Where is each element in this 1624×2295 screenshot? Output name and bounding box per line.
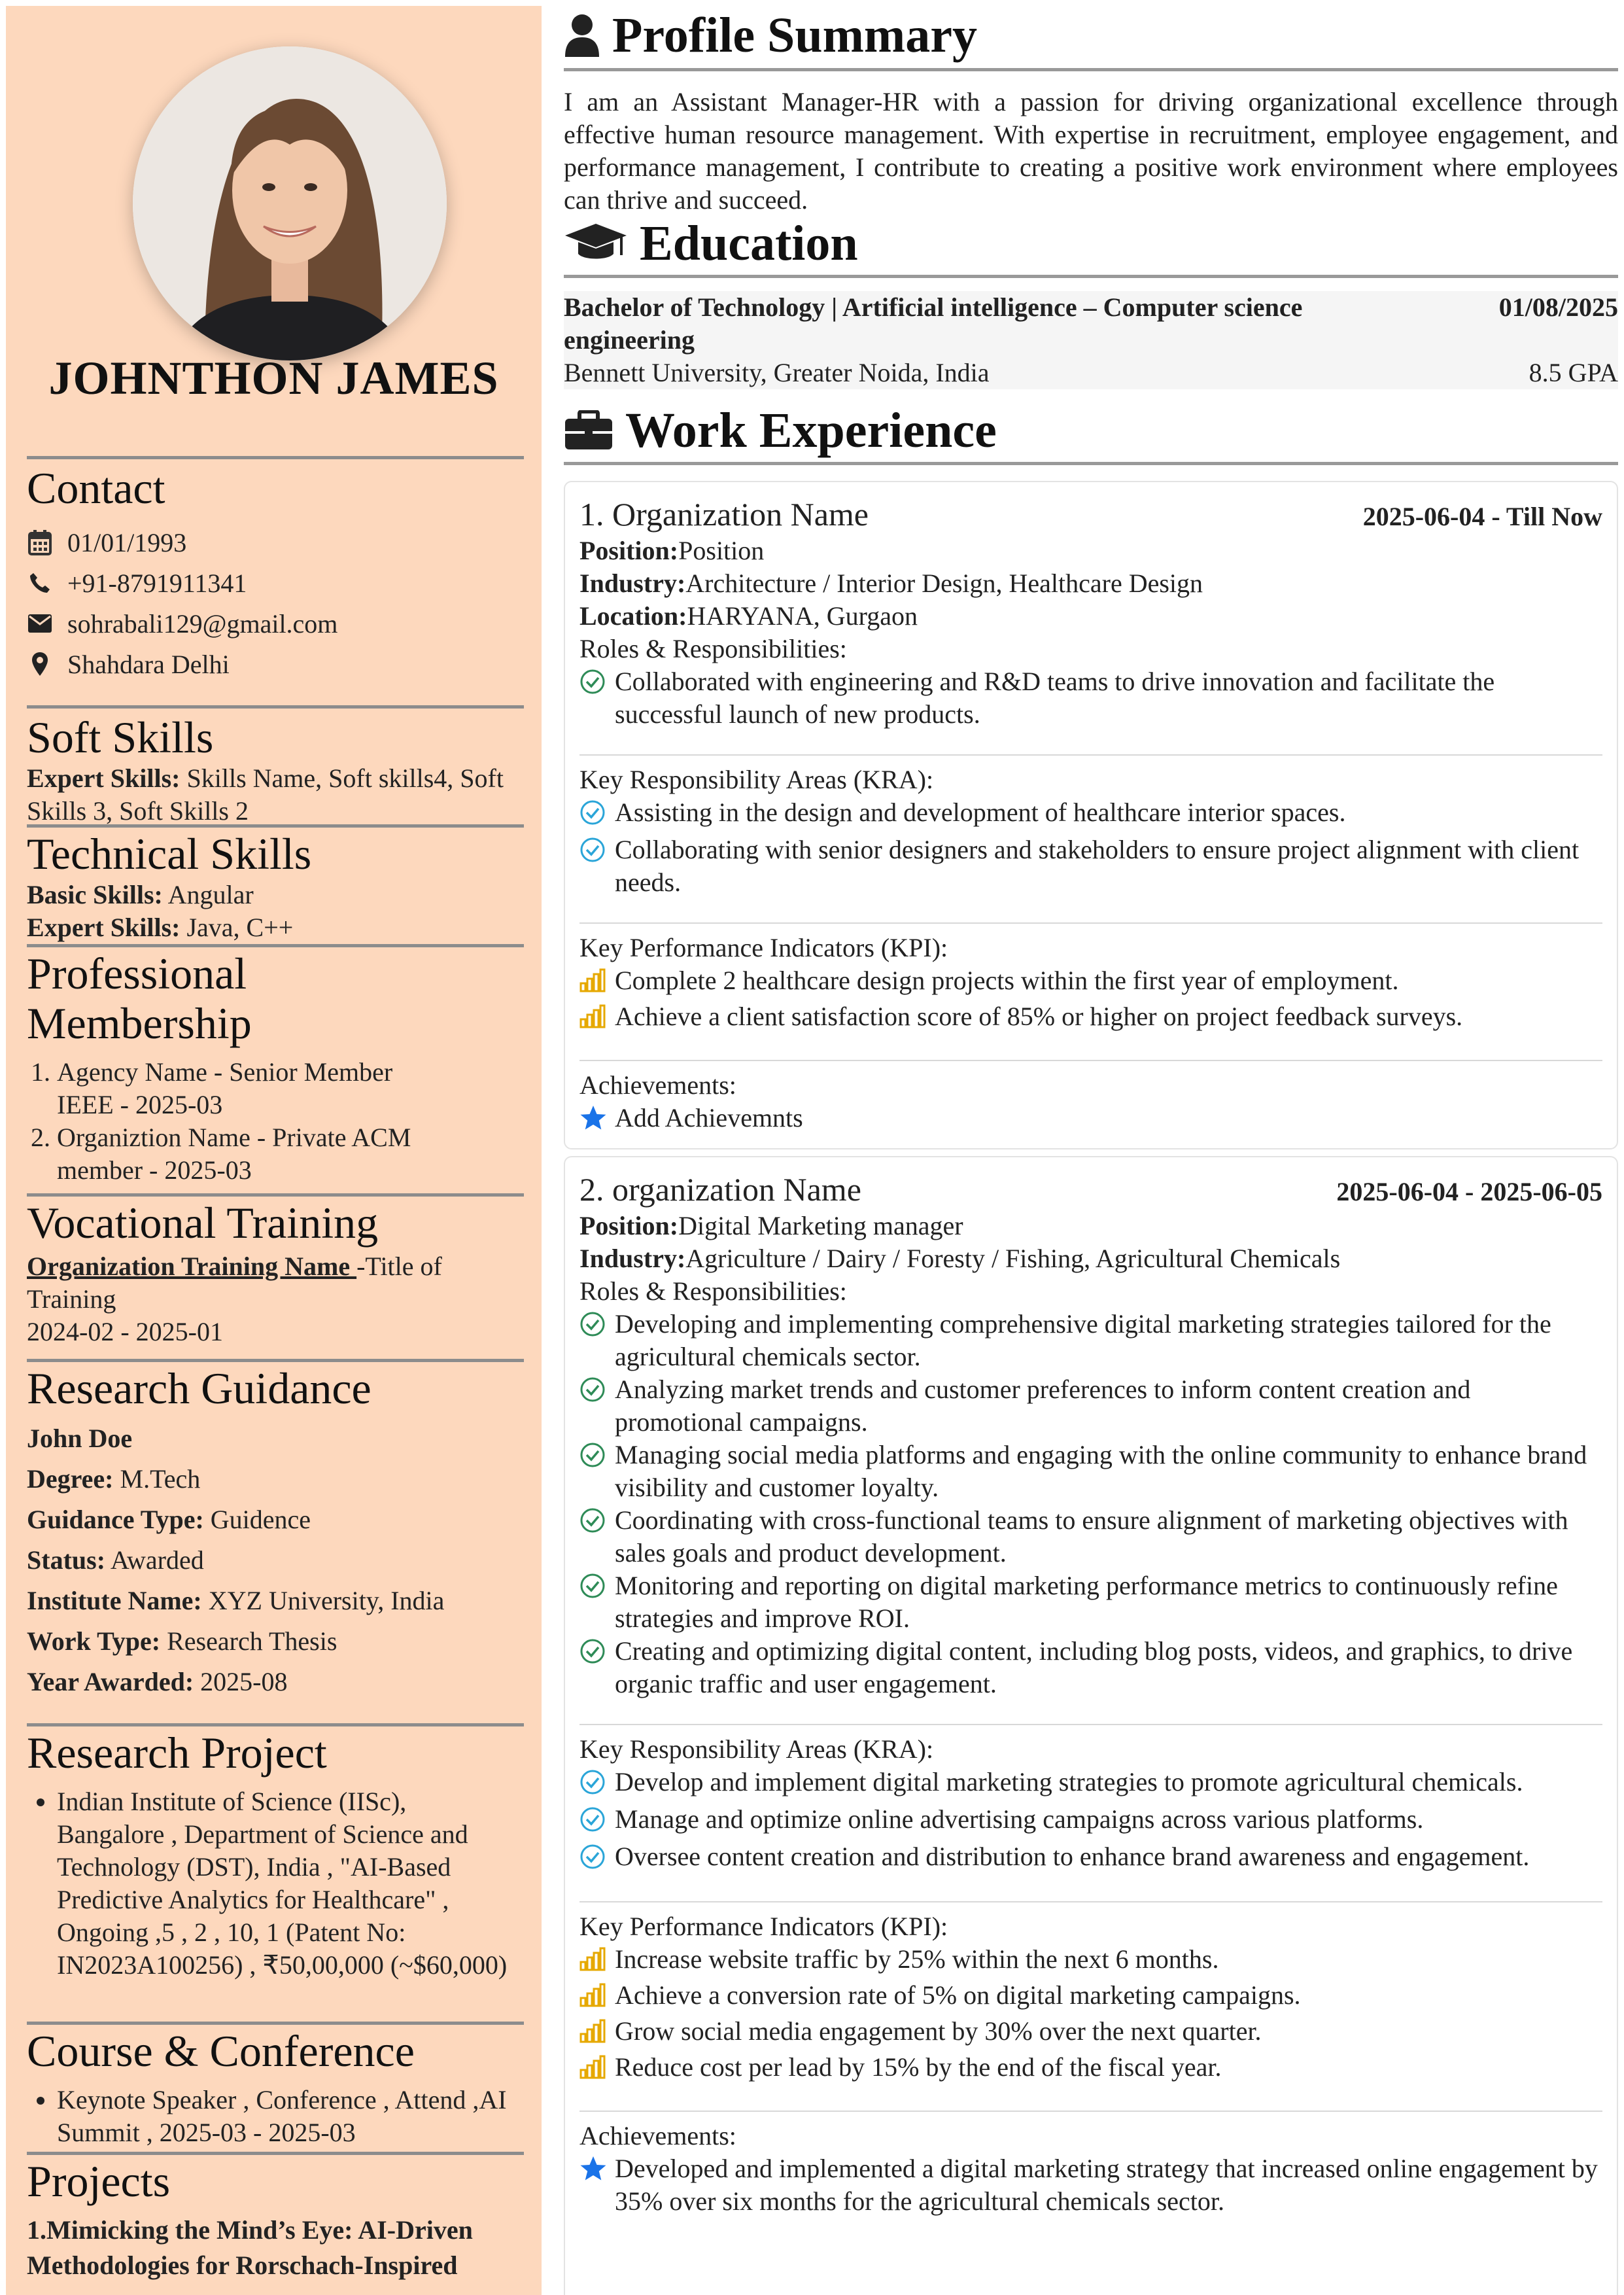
divider: [27, 944, 524, 947]
profile-section: [564, 4, 1618, 217]
list-item: 1. Agency Name - Senior Member IEEE - 2025-03: [57, 1056, 445, 1121]
education-school-row: [564, 357, 1618, 389]
expert-skills-label: Expert Skills:: [27, 763, 181, 793]
role-text: Coordinating with cross-functional teams to ensure alignment of marketing objectives with sales goals and product development.: [615, 1505, 1568, 1568]
technical-skills-title: Technical Skills: [27, 829, 312, 879]
location-row: [27, 644, 524, 684]
work-heading: [564, 399, 1618, 462]
kra-text: Assisting in the design and development of healthcare interior spaces.: [615, 797, 1346, 827]
course-conference-section: [27, 2022, 524, 2149]
soft-skills-text: [27, 762, 524, 828]
location-value: Shahdara Delhi: [67, 649, 230, 679]
divider: [579, 1901, 1602, 1902]
job-header: [579, 1169, 1602, 1210]
list-item: [579, 1504, 1602, 1569]
projects-section: [27, 2152, 524, 2283]
divider: [27, 456, 524, 459]
check-circle-icon: [579, 796, 615, 833]
sidebar: [6, 6, 542, 2295]
divider: [27, 1193, 524, 1197]
dob-row: [27, 522, 524, 563]
roles-label: Roles & Responsibilities:: [579, 634, 847, 663]
position-label: Position:: [579, 1211, 679, 1240]
guidance-work-type: [27, 1621, 524, 1662]
check-circle-icon: [579, 833, 615, 899]
divider: [564, 275, 1618, 278]
expert-skills-value: Java, C++: [180, 913, 294, 942]
profile-heading: [564, 4, 1618, 67]
institute-value: XYZ University, India: [201, 1586, 445, 1615]
check-circle-icon: [579, 1504, 615, 1569]
bar-chart-icon: [579, 1000, 615, 1036]
phone-row: [27, 563, 524, 603]
industry-label: Industry:: [579, 1244, 686, 1273]
degree-value: M.Tech: [113, 1464, 201, 1494]
list-item: • Keynote Speaker , Conference , Attend ,AI Summit , 2025-03 - 2025-03: [57, 2084, 517, 2149]
guidance-type: [27, 1499, 524, 1540]
check-circle-icon: [579, 1439, 615, 1504]
research-project-section: [27, 1723, 524, 1982]
training-course: -Title of Training: [27, 1252, 442, 1314]
portrait-image: [133, 46, 447, 360]
basic-skills-row: [27, 879, 524, 911]
divider: [27, 2022, 524, 2025]
vocational-section: [27, 1193, 524, 1348]
main-content: [564, 0, 1618, 2295]
industry-label: Industry:: [579, 569, 686, 598]
guidance-degree: [27, 1459, 524, 1499]
list-item: [579, 796, 1602, 833]
list-item: [579, 1439, 1602, 1504]
kpi-text: Achieve a client satisfaction score of 85% or higher on project feedback surveys.: [615, 1002, 1463, 1031]
kra-text: Manage and optimize online advertising campaigns across various platforms.: [615, 1804, 1424, 1834]
kra-text: Oversee content creation and distribution to enhance brand awareness and engagement.: [615, 1842, 1530, 1871]
kpi-text: Complete 2 healthcare design projects within the first year of employment.: [615, 966, 1399, 995]
list-item: [579, 665, 1602, 731]
divider: [27, 2152, 524, 2155]
guidance-institute: [27, 1581, 524, 1621]
profile-photo: [133, 46, 447, 360]
research-guidance-section: [27, 1359, 524, 1702]
profile-title: Profile Summary: [612, 7, 977, 63]
divider: [579, 1724, 1602, 1725]
list-item: [579, 964, 1602, 1000]
membership-list: [27, 1056, 445, 1187]
roles-label: Roles & Responsibilities:: [579, 1276, 847, 1306]
basic-skills-value: Angular: [162, 880, 254, 909]
location-value: HARYANA, Gurgaon: [687, 601, 918, 631]
achievements-label: Achievements:: [579, 1070, 736, 1100]
membership-title-line1: Professional: [27, 949, 247, 998]
profile-text: I am an Assistant Manager-HR with a passion for driving organizational excellence through effective human resource management. With expertise in recruitment, employee engagement, and performance management, I contribute to creating a positive work environment where employees can thrive and succeed.: [564, 87, 1618, 215]
list-item: [579, 1979, 1602, 2015]
expert-skills-row: [27, 911, 524, 944]
divider: [579, 1060, 1602, 1061]
course-conference-title: Course & Conference: [27, 2026, 415, 2076]
work-type-label: Work Type:: [27, 1626, 161, 1656]
soft-skills-title: Soft Skills: [27, 712, 214, 762]
expert-skills-label: Expert Skills:: [27, 913, 181, 942]
education-degree-row: [564, 291, 1618, 357]
divider: [564, 462, 1618, 465]
list-item: [579, 833, 1602, 899]
list-item: [579, 1373, 1602, 1439]
bar-chart-icon: [579, 964, 615, 1000]
year-label: Year Awarded:: [27, 1667, 194, 1696]
basic-skills-label: Basic Skills:: [27, 880, 163, 909]
kra-label: Key Responsibility Areas (KRA):: [579, 1734, 934, 1764]
education-date: 01/08/2025: [1498, 292, 1618, 322]
research-guidance-title: Research Guidance: [27, 1363, 371, 1413]
role-text: Collaborated with engineering and R&D teams to drive innovation and facilitate the successful launch of new products.: [615, 667, 1495, 729]
membership-section: [27, 944, 524, 1187]
achievement-text: Add Achievemnts: [615, 1103, 803, 1132]
work-title: Work Experience: [625, 402, 997, 458]
briefcase-icon: [564, 410, 613, 451]
industry-value: Architecture / Interior Design, Healthcare Design: [685, 569, 1203, 598]
contact-title: Contact: [27, 463, 165, 513]
job-position: [579, 534, 1602, 567]
list-item: [579, 2152, 1602, 2218]
status-value: Awarded: [105, 1545, 204, 1575]
graduation-cap-icon: [564, 222, 628, 264]
degree-label: Degree:: [27, 1464, 114, 1494]
job-header: [579, 494, 1602, 534]
dob-value: 01/01/1993: [67, 527, 187, 557]
bar-chart-icon: [579, 2051, 615, 2087]
job-industry: [579, 567, 1602, 600]
institute-label: Institute Name:: [27, 1586, 202, 1615]
divider: [27, 1723, 524, 1726]
list-item: [579, 1943, 1602, 1979]
divider: [27, 824, 524, 828]
role-text: Analyzing market trends and customer preferences to inform content creation and promotional campaigns.: [615, 1375, 1471, 1437]
role-text: Creating and optimizing digital content, including blog posts, videos, and graphics, to drive organic traffic and user engagement.: [615, 1636, 1573, 1698]
education-entry: [564, 291, 1618, 389]
list-item: [579, 1308, 1602, 1373]
list-item: [579, 1766, 1602, 1803]
school-name: Bennett University, Greater Noida, India: [564, 358, 990, 387]
role-text: Managing social media platforms and engaging with the online community to enhance brand visibility and customer loyalty.: [615, 1440, 1587, 1502]
achievement-text: Developed and implemented a digital marketing strategy that increased online engagement by 35% over six months for the agricultural chemicals sector.: [615, 2154, 1598, 2216]
divider: [564, 68, 1618, 71]
divider: [579, 2111, 1602, 2112]
user-icon: [564, 14, 600, 57]
list-item: [579, 2015, 1602, 2051]
bar-chart-icon: [579, 2015, 615, 2051]
position-value: Position: [678, 536, 765, 565]
work-type-value: Research Thesis: [160, 1626, 337, 1656]
kpi-text: Increase website traffic by 25% within the next 6 months.: [615, 1944, 1219, 1974]
guidance-name: [27, 1418, 524, 1459]
job-dates: 2025-06-04 - Till Now: [1362, 502, 1602, 531]
course-conference-list: [27, 2084, 517, 2149]
star-icon: [579, 2152, 615, 2218]
check-circle-icon: [579, 1635, 615, 1700]
expert-skills-value: Skills Name, Soft skills4, Soft Skills 3, Soft Skills 2: [27, 763, 504, 826]
check-circle-icon: [579, 665, 615, 731]
star-icon: [579, 1102, 615, 1139]
location-label: Location:: [579, 601, 687, 631]
divider: [579, 754, 1602, 756]
kpi-label: Key Performance Indicators (KPI):: [579, 933, 948, 962]
guidance-person: John Doe: [27, 1424, 133, 1453]
status-label: Status:: [27, 1545, 106, 1575]
email-row: [27, 603, 524, 644]
kra-text: Collaborating with senior designers and stakeholders to ensure project alignment with client needs.: [615, 835, 1580, 897]
calendar-icon: [27, 529, 53, 555]
divider: [27, 1359, 524, 1362]
training-dates: 2024-02 - 2025-01: [27, 1317, 223, 1346]
guidance-status: [27, 1540, 524, 1581]
training-org-link[interactable]: Organization Training Name: [27, 1252, 357, 1281]
list-item: [579, 2051, 1602, 2087]
divider: [579, 922, 1602, 924]
vocational-detail: [27, 1250, 524, 1316]
phone-value[interactable]: +91-8791911341: [67, 568, 247, 598]
guidance-year: [27, 1662, 524, 1702]
degree-title: Bachelor of Technology | Artificial intelligence – Computer science engineering: [564, 292, 1303, 355]
job-org: 1. Organization Name: [579, 496, 869, 533]
work-section-header: [564, 399, 1618, 465]
projects-title: Projects: [27, 2156, 171, 2206]
check-circle-icon: [579, 1840, 615, 1878]
kpi-label: Key Performance Indicators (KPI):: [579, 1912, 948, 1941]
membership-title-line2: Membership: [27, 998, 252, 1048]
divider: [27, 705, 524, 709]
check-circle-icon: [579, 1569, 615, 1635]
year-value: 2025-08: [194, 1667, 288, 1696]
job-location: [579, 600, 1602, 633]
list-item: [579, 1840, 1602, 1878]
email-value[interactable]: sohrabali129@gmail.com: [67, 608, 338, 639]
person-name: JOHNTHON JAMES: [48, 352, 499, 404]
vocational-title: Vocational Training: [27, 1198, 379, 1248]
position-label: Position:: [579, 536, 679, 565]
job-card-2: [564, 1156, 1618, 2295]
technical-skills-section: [27, 824, 524, 944]
project-item: 1.Mimicking the Mind’s Eye: AI-Driven Methodologies for Rorschach-Inspired: [27, 2215, 473, 2280]
list-item: [579, 1102, 1602, 1139]
research-project-list: [27, 1785, 517, 1982]
type-label: Guidance Type:: [27, 1505, 204, 1534]
job-org: 2. organization Name: [579, 1171, 861, 1208]
check-circle-icon: [579, 1803, 615, 1840]
kra-text: Develop and implement digital marketing strategies to promote agricultural chemicals.: [615, 1767, 1523, 1796]
list-item: [579, 1000, 1602, 1036]
check-circle-icon: [579, 1373, 615, 1439]
job-dates: 2025-06-04 - 2025-06-05: [1336, 1177, 1602, 1206]
type-value: Guidence: [203, 1505, 311, 1534]
education-section: [564, 212, 1618, 389]
research-project-title: Research Project: [27, 1728, 327, 1778]
list-item: [579, 1635, 1602, 1700]
role-text: Monitoring and reporting on digital marketing performance metrics to continuously refine strategies and improve ROI.: [615, 1571, 1558, 1633]
achievements-label: Achievements:: [579, 2121, 736, 2150]
check-circle-icon: [579, 1766, 615, 1803]
gpa-value: 8.5 GPA: [1529, 358, 1618, 387]
list-item: [579, 1803, 1602, 1840]
job-position: [579, 1210, 1602, 1242]
phone-icon: [27, 572, 53, 594]
bar-chart-icon: [579, 1943, 615, 1979]
kpi-text: Reduce cost per lead by 15% by the end of the fiscal year.: [615, 2052, 1222, 2082]
industry-value: Agriculture / Dairy / Foresty / Fishing, Agricultural Chemicals: [685, 1244, 1341, 1273]
envelope-icon: [27, 614, 53, 633]
education-title: Education: [640, 215, 858, 271]
soft-skills-section: [27, 705, 524, 828]
list-item: • Indian Institute of Science (IISc), Bangalore , Department of Science and Technology (DST), India , "AI-Based Predictive Analytics for Healthcare" , Ongoing ,5 , 2 , 10, 1 (Patent No: IN2023A100256) , ₹50,00,000 (~$60,000): [57, 1785, 517, 1982]
kpi-text: Achieve a conversion rate of 5% on digital marketing campaigns.: [615, 1980, 1301, 2010]
job-industry: [579, 1242, 1602, 1275]
list-item: 2. Organiztion Name - Private ACM member - 2025-03: [57, 1121, 445, 1187]
education-heading: [564, 212, 1618, 275]
list-item: [579, 1569, 1602, 1635]
contact-section: [27, 456, 524, 684]
job-card-1: [564, 481, 1618, 1149]
check-circle-icon: [579, 1308, 615, 1373]
map-marker-icon: [27, 652, 53, 676]
bar-chart-icon: [579, 1979, 615, 2015]
kpi-text: Grow social media engagement by 30% over the next quarter.: [615, 2016, 1262, 2046]
position-value: Digital Marketing manager: [678, 1211, 963, 1240]
role-text: Developing and implementing comprehensive digital marketing strategies tailored for the agricultural chemicals sector.: [615, 1309, 1551, 1371]
kra-label: Key Responsibility Areas (KRA):: [579, 765, 934, 794]
